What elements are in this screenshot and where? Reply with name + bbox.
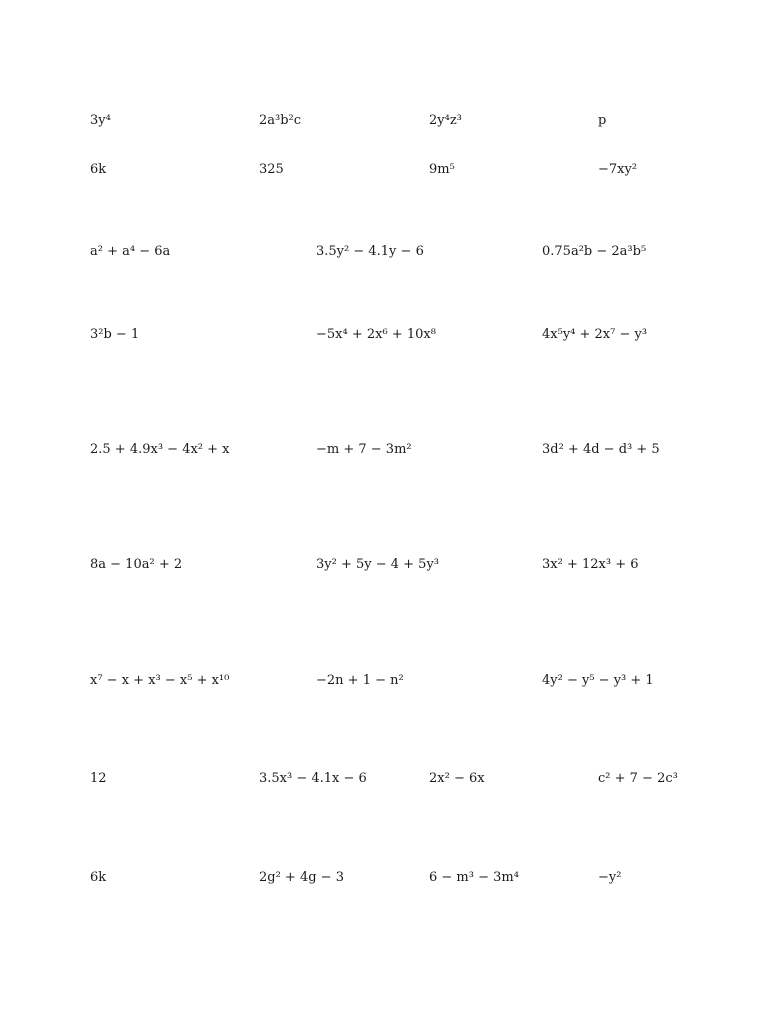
expression: p — [598, 113, 607, 128]
expression-row — [0, 325, 768, 345]
expression: 3x² + 12x³ + 6 — [542, 557, 639, 572]
expression-row — [0, 242, 768, 262]
expression: 3y² + 5y − 4 + 5y³ — [316, 557, 440, 572]
expression: −2n + 1 − n² — [316, 673, 404, 688]
expression: 2.5 + 4.9x³ − 4x² + x — [90, 442, 230, 457]
expression: 8a − 10a² + 2 — [90, 557, 183, 572]
expression: −5x⁴ + 2x⁶ + 10x⁸ — [316, 327, 436, 342]
expression: 12 — [90, 771, 107, 786]
expression: 9m⁵ — [429, 162, 455, 177]
expression: 6 − m³ − 3m⁴ — [429, 870, 519, 885]
expression: 2x² − 6x — [429, 771, 485, 786]
expression: 3y⁴ — [90, 113, 111, 128]
expression: 325 — [259, 162, 284, 177]
expression: 0.75a²b − 2a³b⁵ — [542, 244, 647, 259]
expression: 3.5y² − 4.1y − 6 — [316, 244, 424, 259]
expression: 4x⁵y⁴ + 2x⁷ − y³ — [542, 327, 648, 342]
expression: −7xy² — [598, 162, 638, 177]
expression: 3d² + 4d − d³ + 5 — [542, 442, 660, 457]
expression-row — [0, 160, 768, 180]
expression: −m + 7 − 3m² — [316, 442, 412, 457]
expression: 3.5x³ − 4.1x − 6 — [259, 771, 367, 786]
expression-row — [0, 555, 768, 575]
expression: c² + 7 − 2c³ — [598, 771, 678, 786]
expression: x⁷ − x + x³ − x⁵ + x¹⁰ — [90, 673, 230, 688]
expression: a² + a⁴ − 6a — [90, 244, 171, 259]
expression: 2a³b²c — [259, 113, 302, 128]
expression-row — [0, 111, 768, 131]
expression: 2g² + 4g − 3 — [259, 870, 344, 885]
expression: 6k — [90, 870, 107, 885]
expression-row — [0, 671, 768, 691]
expression: 3²b − 1 — [90, 327, 140, 342]
expression-row — [0, 868, 768, 888]
expression: 6k — [90, 162, 107, 177]
expression: −y² — [598, 870, 622, 885]
expression-row — [0, 769, 768, 789]
expression: 2y⁴z³ — [429, 113, 462, 128]
expression-row — [0, 440, 768, 460]
expression: 4y² − y⁵ − y³ + 1 — [542, 673, 654, 688]
